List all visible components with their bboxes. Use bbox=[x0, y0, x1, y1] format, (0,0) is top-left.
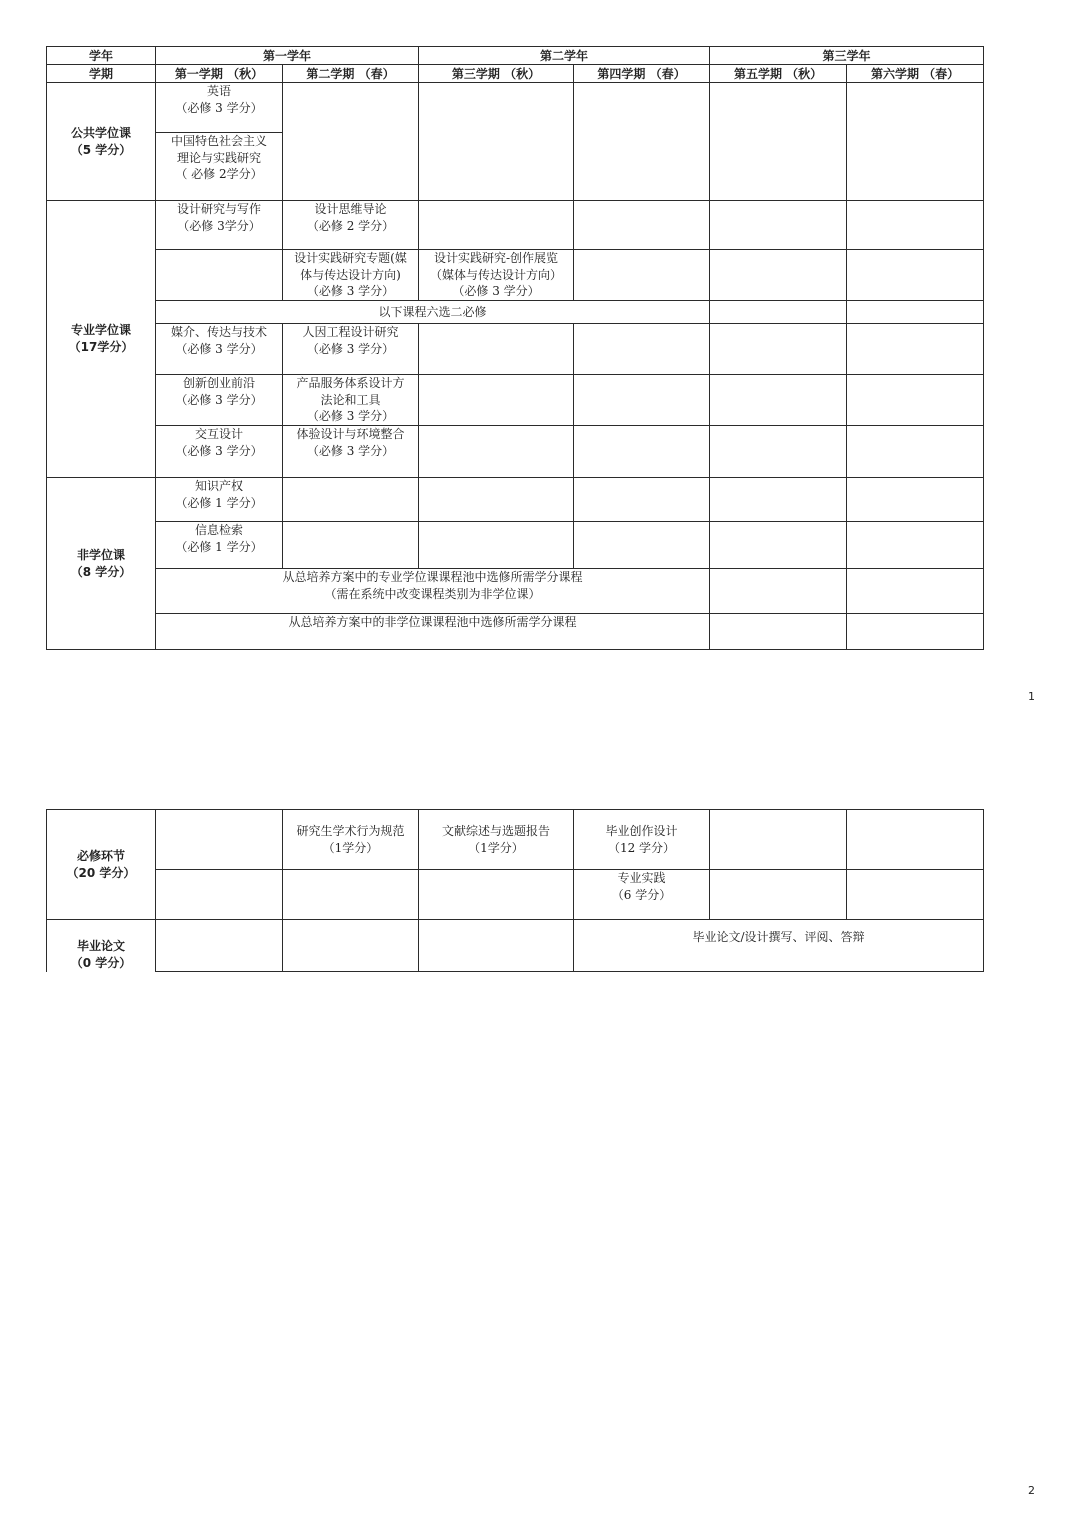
empty-cell bbox=[156, 870, 283, 920]
empty-cell bbox=[156, 250, 283, 301]
empty-cell bbox=[710, 83, 847, 201]
empty-cell bbox=[419, 375, 574, 426]
empty-cell bbox=[710, 522, 847, 569]
empty-cell bbox=[419, 426, 574, 478]
nondegree-course-category: 非学位课 （8 学分） bbox=[47, 478, 156, 650]
course-practice-topic: 设计实践研究专题(媒 体与传达设计方向) （必修 3 学分） bbox=[283, 250, 419, 301]
empty-cell bbox=[574, 324, 710, 375]
term-5-header: 第五学期 （秋） bbox=[710, 65, 847, 83]
empty-cell bbox=[710, 324, 847, 375]
empty-cell bbox=[574, 201, 710, 250]
empty-cell bbox=[574, 83, 710, 201]
course-innovation: 创新创业前沿 （必修 3 学分） bbox=[156, 375, 283, 426]
course-ergonomics: 人因工程设计研究 （必修 3 学分） bbox=[283, 324, 419, 375]
term-3-header: 第三学期 （秋） bbox=[419, 65, 574, 83]
empty-cell bbox=[847, 426, 984, 478]
page-number: 1 bbox=[1028, 690, 1035, 703]
empty-cell bbox=[710, 810, 847, 870]
empty-cell bbox=[574, 250, 710, 301]
empty-cell bbox=[847, 870, 984, 920]
public-course-category: 公共学位课 （5 学分） bbox=[47, 83, 156, 201]
empty-cell bbox=[156, 810, 283, 870]
empty-cell bbox=[847, 810, 984, 870]
course-media-tech: 媒介、传达与技术 （必修 3 学分） bbox=[156, 324, 283, 375]
year-header-label: 学年 bbox=[47, 47, 156, 65]
empty-cell bbox=[847, 83, 984, 201]
curriculum-table-page-1 bbox=[46, 46, 984, 650]
term-4-header: 第四学期 （春） bbox=[574, 65, 710, 83]
empty-cell bbox=[710, 375, 847, 426]
empty-cell bbox=[710, 301, 847, 324]
year-2-header: 第二学年 bbox=[419, 47, 710, 65]
empty-cell bbox=[710, 250, 847, 301]
empty-cell bbox=[283, 83, 419, 201]
term-6-header: 第六学期 （春） bbox=[847, 65, 984, 83]
empty-cell bbox=[847, 478, 984, 522]
empty-cell bbox=[574, 426, 710, 478]
year-1-header: 第一学年 bbox=[156, 47, 419, 65]
empty-cell bbox=[574, 478, 710, 522]
empty-cell bbox=[847, 301, 984, 324]
empty-cell bbox=[847, 324, 984, 375]
empty-cell bbox=[419, 920, 574, 972]
course-service-system: 产品服务体系设计方 法论和工具 （必修 3 学分） bbox=[283, 375, 419, 426]
term-2-header: 第二学期 （春） bbox=[283, 65, 419, 83]
course-literature-review: 文献综述与选题报告 （1学分） bbox=[419, 810, 574, 870]
thesis-content: 毕业论文/设计撰写、评阅、答辩 bbox=[574, 920, 984, 972]
empty-cell bbox=[419, 522, 574, 569]
empty-cell bbox=[574, 522, 710, 569]
empty-cell bbox=[419, 478, 574, 522]
course-english: 英语 （必修 3 学分） bbox=[156, 83, 283, 133]
empty-cell bbox=[156, 920, 283, 972]
empty-cell bbox=[847, 250, 984, 301]
empty-cell bbox=[847, 569, 984, 614]
empty-cell bbox=[710, 569, 847, 614]
course-professional-practice: 专业实践 （6 学分） bbox=[574, 870, 710, 920]
empty-cell bbox=[847, 614, 984, 650]
course-academic-conduct: 研究生学术行为规范 （1学分） bbox=[283, 810, 419, 870]
empty-cell bbox=[710, 614, 847, 650]
empty-cell bbox=[710, 426, 847, 478]
term-1-header: 第一学期 （秋） bbox=[156, 65, 283, 83]
course-research-writing: 设计研究与写作 （必修 3学分） bbox=[156, 201, 283, 250]
empty-cell bbox=[574, 375, 710, 426]
pool-major-note: 从总培养方案中的专业学位课课程池中选修所需学分课程 （需在系统中改变课程类别为非学位课） bbox=[156, 569, 710, 614]
empty-cell bbox=[847, 522, 984, 569]
course-info-retrieval: 信息检索 （必修 1 学分） bbox=[156, 522, 283, 569]
course-experience-env: 体验设计与环境整合 （必修 3 学分） bbox=[283, 426, 419, 478]
major-course-category: 专业学位课 （17学分） bbox=[47, 201, 156, 478]
term-header-label: 学期 bbox=[47, 65, 156, 83]
curriculum-table-page-2 bbox=[46, 809, 984, 972]
course-ip: 知识产权 （必修 1 学分） bbox=[156, 478, 283, 522]
page-number: 2 bbox=[1028, 1484, 1035, 1497]
year-3-header: 第三学年 bbox=[710, 47, 984, 65]
thesis-category: 毕业论文 （0 学分） bbox=[47, 920, 156, 972]
elective-note: 以下课程六选二必修 bbox=[156, 301, 710, 324]
course-design-thinking: 设计思维导论 （必修 2 学分） bbox=[283, 201, 419, 250]
course-practice-exhibition: 设计实践研究-创作展览 （媒体与传达设计方向） （必修 3 学分） bbox=[419, 250, 574, 301]
empty-cell bbox=[847, 375, 984, 426]
required-category: 必修环节 （20 学分） bbox=[47, 810, 156, 920]
empty-cell bbox=[283, 920, 419, 972]
empty-cell bbox=[419, 83, 574, 201]
empty-cell bbox=[419, 870, 574, 920]
empty-cell bbox=[710, 201, 847, 250]
empty-cell bbox=[283, 478, 419, 522]
empty-cell bbox=[847, 201, 984, 250]
empty-cell bbox=[419, 324, 574, 375]
empty-cell bbox=[283, 870, 419, 920]
empty-cell bbox=[419, 201, 574, 250]
course-politics: 中国特色社会主义 理论与实践研究 （ 必修 2学分） bbox=[156, 133, 283, 201]
course-interaction: 交互设计 （必修 3 学分） bbox=[156, 426, 283, 478]
empty-cell bbox=[710, 870, 847, 920]
course-graduation-design: 毕业创作设计 （12 学分） bbox=[574, 810, 710, 870]
pool-nondegree-note: 从总培养方案中的非学位课课程池中选修所需学分课程 bbox=[156, 614, 710, 650]
empty-cell bbox=[283, 522, 419, 569]
empty-cell bbox=[710, 478, 847, 522]
